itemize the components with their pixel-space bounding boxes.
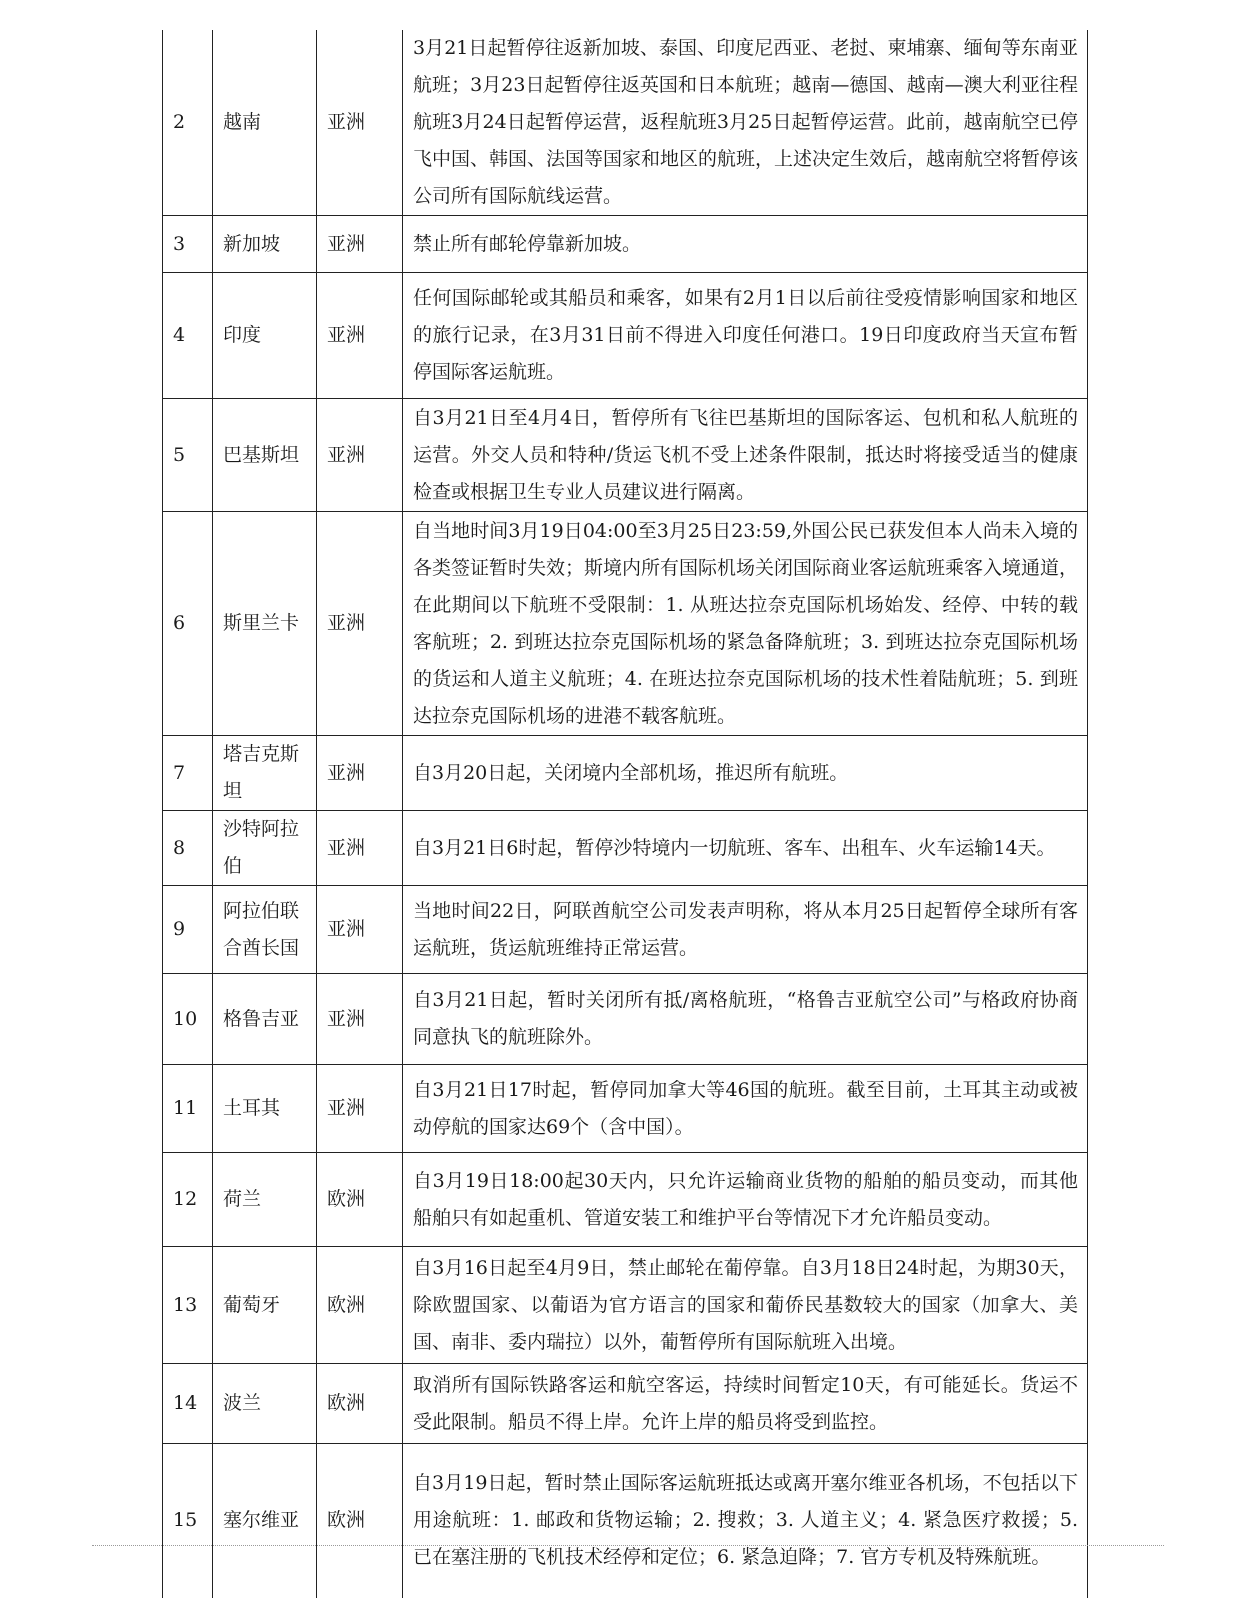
row-country: 格鲁吉亚 xyxy=(213,974,317,1065)
row-country: 葡萄牙 xyxy=(213,1247,317,1364)
row-measures: 当地时间22日，阿联酋航空公司发表声明称，将从本月25日起暂停全球所有客运航班，货运航班维持正常运营。 xyxy=(403,886,1088,974)
row-measures: 自3月19日起，暂时禁止国际客运航班抵达或离开塞尔维亚各机场，不包括以下用途航班：1. 邮政和货物运输；2. 搜救；3. 人道主义；4. 紧急医疗救援；5. 已在塞注册的飞机技术经停和定位；6. 紧急迫降；7. 官方专机及特殊航班。 xyxy=(403,1444,1088,1598)
row-country: 荷兰 xyxy=(213,1153,317,1247)
row-number: 8 xyxy=(163,811,213,886)
row-country: 印度 xyxy=(213,273,317,399)
row-country: 波兰 xyxy=(213,1364,317,1444)
row-country: 阿拉伯联合酋长国 xyxy=(213,886,317,974)
row-number: 14 xyxy=(163,1364,213,1444)
row-country: 塔吉克斯坦 xyxy=(213,736,317,811)
row-country: 巴基斯坦 xyxy=(213,399,317,512)
table-row xyxy=(163,736,1088,811)
row-region: 亚洲 xyxy=(317,512,403,736)
row-measures: 取消所有国际铁路客运和航空客运，持续时间暂定10天，有可能延长。货运不受此限制。船员不得上岸。允许上岸的船员将受到监控。 xyxy=(403,1364,1088,1444)
table-row xyxy=(163,811,1088,886)
table-row xyxy=(163,974,1088,1065)
row-number: 11 xyxy=(163,1065,213,1153)
row-number: 15 xyxy=(163,1444,213,1598)
row-region: 亚洲 xyxy=(317,273,403,399)
row-number: 4 xyxy=(163,273,213,399)
row-measures: 任何国际邮轮或其船员和乘客，如果有2月1日以后前往受疫情影响国家和地区的旅行记录，在3月31日前不得进入印度任何港口。19日印度政府当天宣布暂停国际客运航班。 xyxy=(403,273,1088,399)
table-row xyxy=(163,399,1088,512)
row-region: 亚洲 xyxy=(317,399,403,512)
table-row xyxy=(163,30,1088,216)
row-number: 6 xyxy=(163,512,213,736)
row-country: 沙特阿拉伯 xyxy=(213,811,317,886)
row-region: 欧洲 xyxy=(317,1247,403,1364)
table-row xyxy=(163,216,1088,273)
table-row xyxy=(163,1153,1088,1247)
row-measures: 自当地时间3月19日04:00至3月25日23:59,外国公民已获发但本人尚未入境的各类签证暂时失效；斯境内所有国际机场关闭国际商业客运航班乘客入境通道，在此期间以下航班不受限制：1. 从班达拉奈克国际机场始发、经停、中转的载客航班；2. 到班达拉奈克国际机场的紧急备降航班；3. 到班达拉奈克国际机场的货运和人道主义航班；4. 在班达拉奈克国际机场的技术性着陆航班；5. 到班达拉奈克国际机场的进港不载客航班。 xyxy=(403,512,1088,736)
table-row xyxy=(163,886,1088,974)
row-country: 土耳其 xyxy=(213,1065,317,1153)
row-measures: 自3月16日起至4月9日，禁止邮轮在葡停靠。自3月18日24时起，为期30天，除欧盟国家、以葡语为官方语言的国家和葡侨民基数较大的国家（加拿大、美国、南非、委内瑞拉）以外，葡暂停所有国际航班入出境。 xyxy=(403,1247,1088,1364)
page-bottom-dotted-rule xyxy=(92,1545,1164,1546)
table-row xyxy=(163,1247,1088,1364)
row-number: 12 xyxy=(163,1153,213,1247)
row-measures: 自3月21日起，暂时关闭所有抵/离格航班，“格鲁吉亚航空公司”与格政府协商同意执飞的航班除外。 xyxy=(403,974,1088,1065)
row-country: 新加坡 xyxy=(213,216,317,273)
table-body xyxy=(163,30,1088,1598)
row-country: 塞尔维亚 xyxy=(213,1444,317,1598)
row-measures: 禁止所有邮轮停靠新加坡。 xyxy=(403,216,1088,273)
row-measures: 自3月21日17时起，暂停同加拿大等46国的航班。截至目前，土耳其主动或被动停航的国家达69个（含中国）。 xyxy=(403,1065,1088,1153)
row-measures: 3月21日起暂停往返新加坡、泰国、印度尼西亚、老挝、柬埔寨、缅甸等东南亚航班；3月23日起暂停往返英国和日本航班；越南—德国、越南—澳大利亚往程航班3月24日起暂停运营，返程航班3月25日起暂停运营。此前，越南航空已停飞中国、韩国、法国等国家和地区的航班，上述决定生效后，越南航空将暂停该公司所有国际航线运营。 xyxy=(403,30,1088,216)
row-number: 5 xyxy=(163,399,213,512)
restrictions-table xyxy=(162,30,1088,1598)
row-number: 13 xyxy=(163,1247,213,1364)
table-row xyxy=(163,273,1088,399)
row-measures: 自3月20日起，关闭境内全部机场，推迟所有航班。 xyxy=(403,736,1088,811)
row-region: 亚洲 xyxy=(317,30,403,216)
row-number: 7 xyxy=(163,736,213,811)
row-number: 9 xyxy=(163,886,213,974)
table-row xyxy=(163,1444,1088,1598)
row-region: 亚洲 xyxy=(317,974,403,1065)
row-number: 10 xyxy=(163,974,213,1065)
row-measures: 自3月21日6时起，暂停沙特境内一切航班、客车、出租车、火车运输14天。 xyxy=(403,811,1088,886)
row-region: 亚洲 xyxy=(317,736,403,811)
table-row xyxy=(163,512,1088,736)
row-country: 越南 xyxy=(213,30,317,216)
table-row xyxy=(163,1364,1088,1444)
row-region: 欧洲 xyxy=(317,1153,403,1247)
row-measures: 自3月21日至4月4日，暂停所有飞往巴基斯坦的国际客运、包机和私人航班的运营。外交人员和特种/货运飞机不受上述条件限制，抵达时将接受适当的健康检查或根据卫生专业人员建议进行隔离。 xyxy=(403,399,1088,512)
row-region: 亚洲 xyxy=(317,1065,403,1153)
restrictions-table-container xyxy=(162,30,1088,1598)
table-row xyxy=(163,1065,1088,1153)
row-region: 欧洲 xyxy=(317,1444,403,1598)
row-number: 2 xyxy=(163,30,213,216)
row-region: 欧洲 xyxy=(317,1364,403,1444)
row-measures: 自3月19日18:00起30天内，只允许运输商业货物的船舶的船员变动，而其他船舶只有如起重机、管道安装工和维护平台等情况下才允许船员变动。 xyxy=(403,1153,1088,1247)
row-region: 亚洲 xyxy=(317,216,403,273)
row-region: 亚洲 xyxy=(317,811,403,886)
row-region: 亚洲 xyxy=(317,886,403,974)
row-number: 3 xyxy=(163,216,213,273)
row-country: 斯里兰卡 xyxy=(213,512,317,736)
